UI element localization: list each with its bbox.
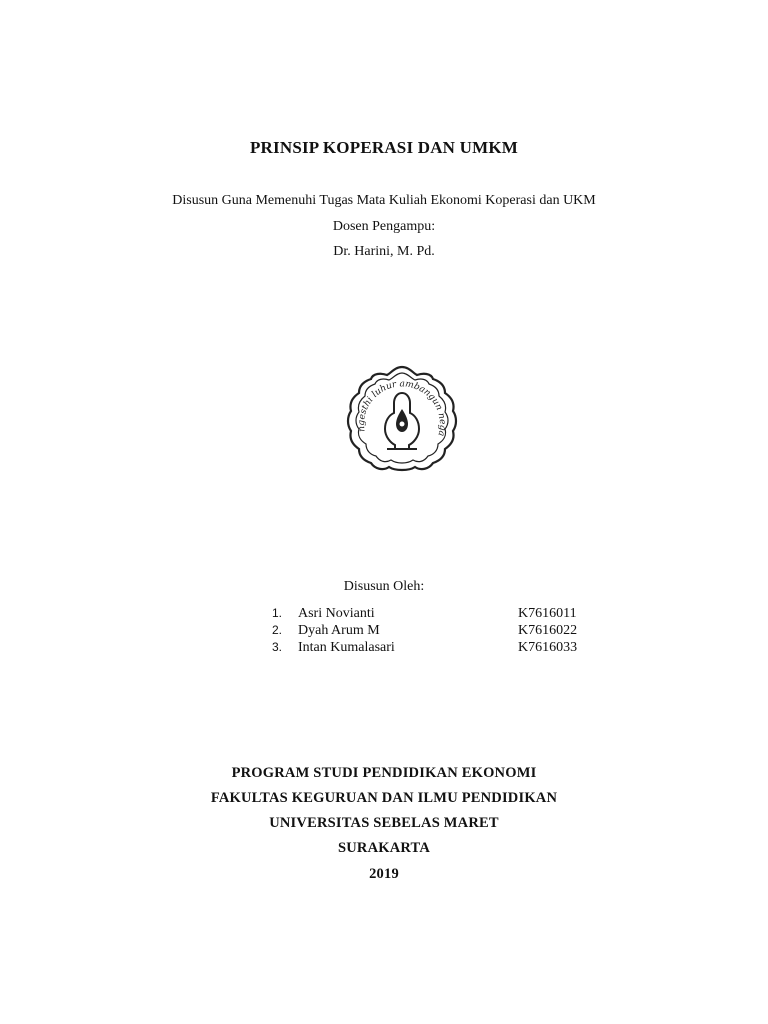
list-item (272, 605, 592, 622)
lecturer-name: Dr. Harini, M. Pd. (333, 244, 435, 259)
member-list (272, 605, 592, 656)
member-name: Asri Novianti (298, 606, 375, 621)
member-nim: K7616011 (518, 606, 577, 621)
member-name: Intan Kumalasari (298, 640, 395, 655)
lecturer-label: Dosen Pengampu: (332, 219, 436, 234)
member-nim: K7616033 (518, 640, 578, 655)
year: 2019 (369, 866, 399, 882)
document-subtitle: Disusun Guna Memenuhi Tugas Mata Kuliah Ekonomi Koperasi dan UKM (172, 193, 596, 208)
member-nim: K7616022 (518, 623, 578, 638)
svg-text:mangesthi luhur ambangun negar: ngesthi luhur ambangun nega (356, 379, 448, 438)
compiled-by-label: Disusun Oleh: (343, 579, 425, 594)
list-item (272, 639, 592, 656)
list-item (272, 622, 592, 639)
member-number: 3. (272, 640, 283, 654)
document-title: PRINSIP KOPERASI DAN UMKM (249, 138, 519, 157)
member-name: Dyah Arum M (298, 623, 380, 638)
university-name: UNIVERSITAS SEBELAS MARET (269, 815, 499, 831)
university-seal-icon (343, 363, 461, 475)
member-number: 1. (272, 606, 283, 620)
program-name: PROGRAM STUDI PENDIDIKAN EKONOMI (231, 765, 537, 781)
member-number: 2. (272, 623, 283, 637)
city-name: SURAKARTA (337, 840, 431, 856)
faculty-name: FAKULTAS KEGURUAN DAN ILMU PENDIDIKAN (210, 790, 558, 806)
